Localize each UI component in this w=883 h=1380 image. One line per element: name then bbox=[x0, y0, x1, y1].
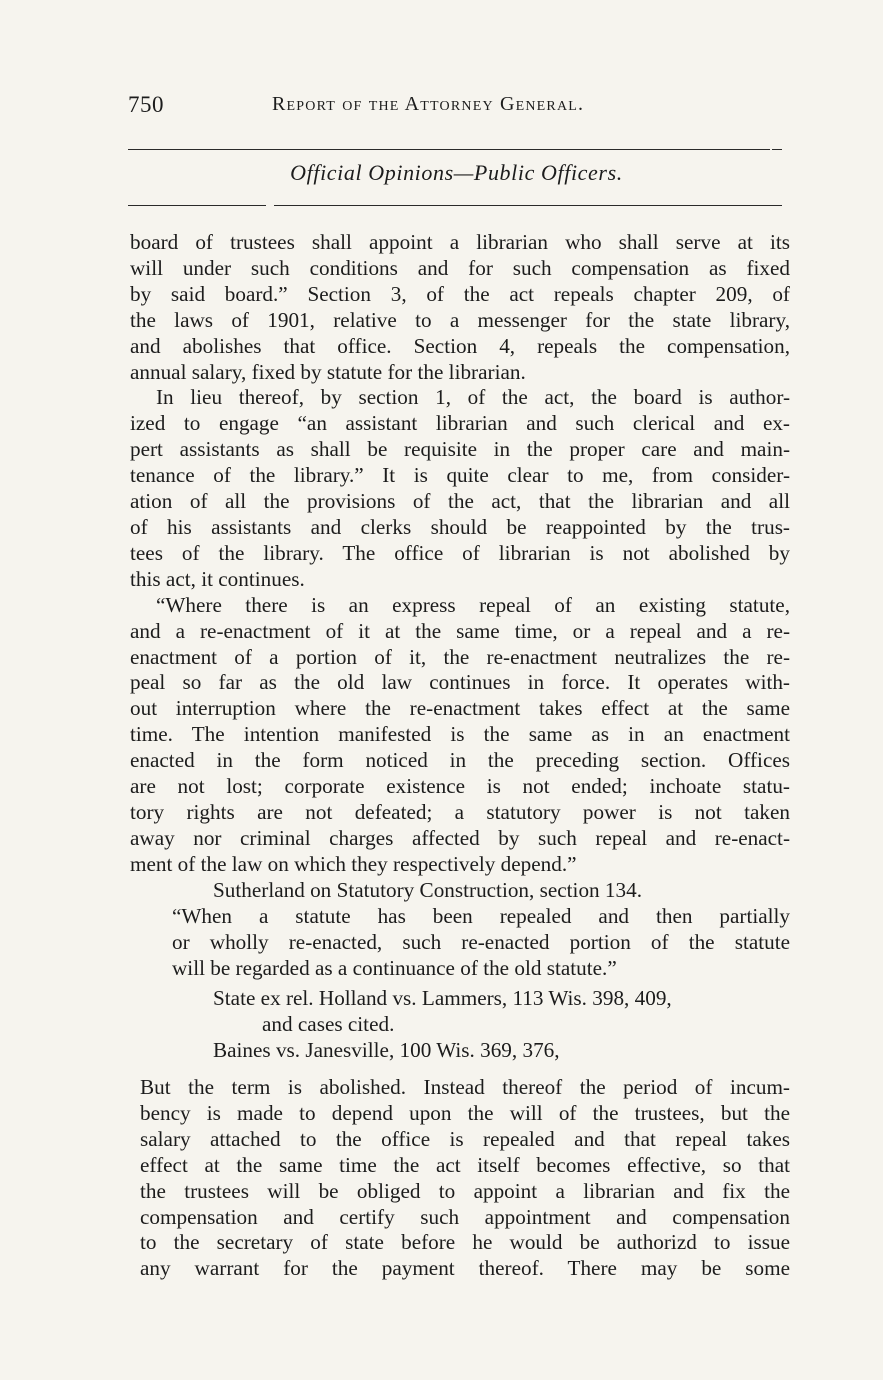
text-line: any warrant for the payment thereof. There may be some bbox=[140, 1256, 790, 1281]
text-line: ation of all the provisions of the act, that the librarian and all bbox=[130, 489, 790, 514]
text-line: by said board.” Section 3, of the act repeals chapter 209, of bbox=[130, 281, 790, 306]
text-line: to the secretary of state before he would be authorizd to issue bbox=[140, 1230, 790, 1255]
text-line: and a re-enactment of it at the same time, or a repeal and a re- bbox=[130, 618, 790, 643]
citation-sutherland: Sutherland on Statutory Construction, section 134. bbox=[213, 878, 643, 902]
paragraph-1 bbox=[130, 230, 790, 385]
text-line: enactment of a portion of it, the re-enactment neutralizes the re- bbox=[130, 644, 790, 669]
text-line: time. The intention manifested is the same as in an enactment bbox=[130, 722, 790, 747]
page-number: 750 bbox=[128, 92, 164, 117]
running-title: Report of the Attorney General. bbox=[272, 93, 585, 115]
text-line: annual salary, fixed by statute for the librarian. bbox=[130, 359, 526, 384]
text-line: and abolishes that office. Section 4, repeals the compensation, bbox=[130, 333, 790, 358]
text-line: this act, it continues. bbox=[130, 566, 305, 591]
text-line: But the term is abolished. Instead thereof the period of incum- bbox=[140, 1075, 790, 1099]
section-title: Official Opinions—Public Officers. bbox=[290, 160, 623, 185]
text-line: or wholly re-enacted, such re-enacted portion of the statute bbox=[172, 929, 790, 954]
text-line: bency is made to depend upon the will of the trustees, but the bbox=[140, 1100, 790, 1125]
quote-block-2 bbox=[172, 904, 790, 982]
text-line: the trustees will be obliged to appoint a librarian and fix the bbox=[140, 1178, 790, 1203]
text-line: ment of the law on which they respectively depend.” bbox=[130, 851, 577, 876]
text-line: tory rights are not defeated; a statutory power is not taken bbox=[130, 799, 790, 824]
header-rule-bottom-right bbox=[274, 205, 782, 206]
text-line: “When a statute has been repealed and then partially bbox=[172, 904, 790, 928]
text-line: will under such conditions and for such compensation as fixed bbox=[130, 255, 790, 280]
text-line: effect at the same time the act itself becomes effective, so that bbox=[140, 1152, 790, 1177]
text-line: pert assistants as shall be requisite in the proper care and main- bbox=[130, 437, 790, 462]
text-line: “Where there is an express repeal of an existing statute, bbox=[156, 592, 790, 617]
citation-baines: Baines vs. Janesville, 100 Wis. 369, 376, bbox=[213, 1038, 560, 1062]
text-line: tenance of the library.” It is quite clear to me, from consider- bbox=[130, 463, 790, 488]
text-line: peal so far as the old law continues in force. It operates with- bbox=[130, 670, 790, 695]
text-line: salary attached to the office is repealed and that repeal takes bbox=[140, 1126, 790, 1151]
text-line: are not lost; corporate existence is not ended; inchoate statu- bbox=[130, 774, 790, 799]
text-line: away nor criminal charges affected by such repeal and re-enact- bbox=[130, 825, 790, 850]
header-rule-bottom-left bbox=[128, 205, 266, 206]
paragraph-2 bbox=[130, 385, 790, 592]
text-line: ized to engage “an assistant librarian and such clerical and ex- bbox=[130, 411, 790, 436]
header-rule-top bbox=[128, 149, 770, 150]
text-line: the laws of 1901, relative to a messenger for the state library, bbox=[130, 307, 790, 332]
text-line: out interruption where the re-enactment takes effect at the same bbox=[130, 696, 790, 721]
text-line: compensation and certify such appointment and compensation bbox=[140, 1204, 790, 1229]
paragraph-4 bbox=[140, 1075, 790, 1282]
text-line: will be regarded as a continuance of the old statute.” bbox=[172, 955, 617, 980]
header-rule-top-tail bbox=[772, 149, 782, 150]
paragraph-3-quote bbox=[130, 593, 790, 878]
citation-holland: State ex rel. Holland vs. Lammers, 113 Wis. 398, 409, bbox=[213, 986, 672, 1010]
citation-holland-cont: and cases cited. bbox=[262, 1012, 395, 1036]
text-line: tees of the library. The office of librarian is not abolished by bbox=[130, 540, 790, 565]
body-text bbox=[130, 230, 790, 878]
text-line: of his assistants and clerks should be reappointed by the trus- bbox=[130, 514, 790, 539]
text-line: In lieu thereof, by section 1, of the act, the board is author- bbox=[156, 385, 790, 410]
text-line: enacted in the form noticed in the preceding section. Offices bbox=[130, 748, 790, 773]
text-line: board of trustees shall appoint a librarian who shall serve at its bbox=[130, 230, 790, 254]
